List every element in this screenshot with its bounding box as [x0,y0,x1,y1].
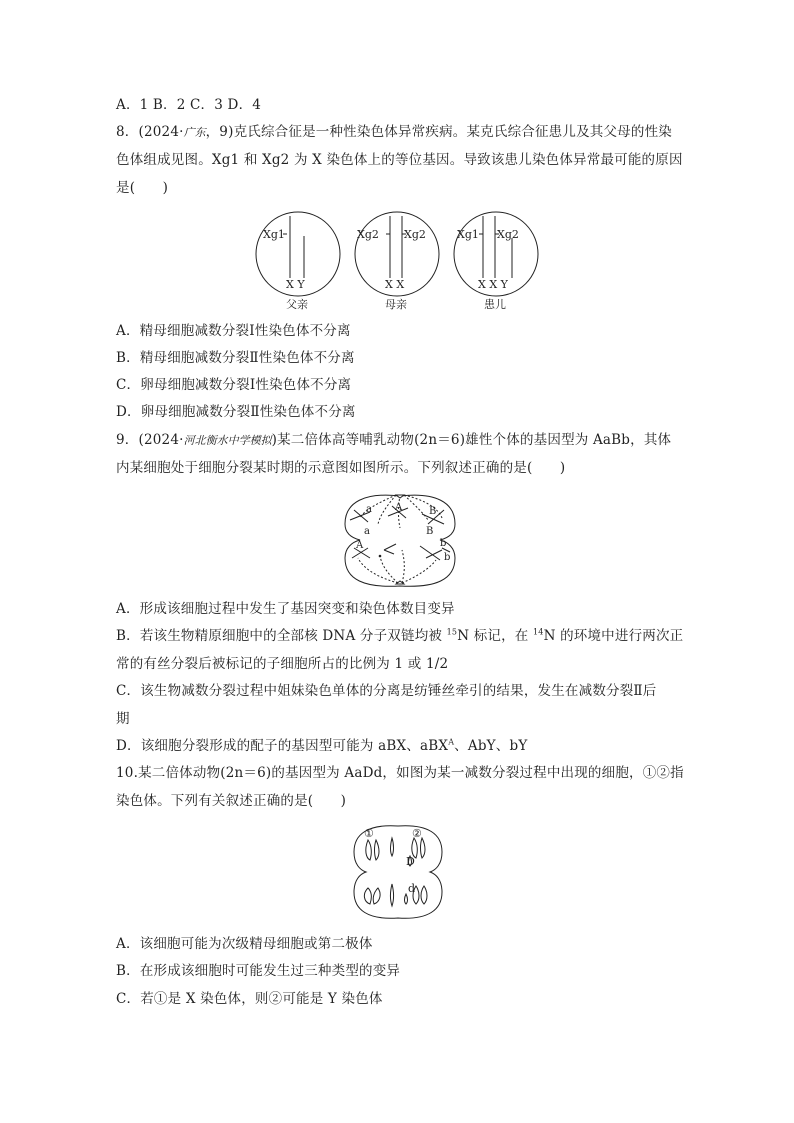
gene-label-a-1: a [366,504,372,515]
isotope-15-superscript: 15 [446,627,458,637]
q9-stem-text: )某二倍体高等哺乳动物(2n＝6)雄性个体的基因型为 AaBb，其体 [271,432,672,448]
q9-stem-line-2: 内某细胞处于细胞分裂某时期的示意图如图所示。下列叙述正确的是( ) [116,460,566,476]
chromosome-mark-2: ② [412,827,422,840]
q8-figure [250,208,560,316]
q8-option-d: D．卵母细胞减数分裂Ⅱ性染色体不分离 [116,404,356,420]
q9-option-a: A．形成该细胞过程中发生了基因突变和染色体数目变异 [116,601,455,617]
q9-option-d-text-2: 、AbY、bY [454,738,528,754]
q9-option-c-line-1: C．该生物减数分裂过程中姐妹染色单体的分离是纺锤丝牵引的结果，发生在减数分裂Ⅱ后 [116,683,657,699]
q9-number: 9．(2024· [116,432,184,448]
gene-label-D: D [406,855,415,868]
q8-source-tag: 广东 [183,126,206,139]
mother-gene-left: Xg2 [357,228,379,241]
child-chromosomes: X X Y [478,278,508,291]
mother-chromosomes: X X [385,278,405,291]
mother-label: 母亲 [385,298,407,311]
q8-option-a: A．精母细胞减数分裂Ⅰ性染色体不分离 [116,323,351,339]
gene-label-a-2: a [364,526,370,537]
q10-figure [350,822,446,922]
q9-option-b-text-1: B．若该生物精原细胞中的全部核 DNA 分子双链均被 [116,628,447,644]
gene-label-b-1: b [440,538,447,549]
q8-stem-line-2: 色体组成见图。Xg1 和 Xg2 为 X 染色体上的等位基因。导致该患儿染色体异常最可能的原因 [116,152,683,168]
q9-option-d-superscript: A [448,737,455,747]
q7-options: A．1 B．2 C．3 D．4 [116,97,262,113]
q9-option-b-text-3: N 的环境中进行两次正 [543,628,684,644]
q10-stem-line-1: 10.某二倍体动物(2n＝6)的基因型为 AaDd，如图为某一减数分裂过程中出现的细胞，①②指 [116,765,684,781]
q9-figure [340,488,460,592]
gene-label-d: d [408,882,416,895]
q8-stem-line-1 [116,123,672,142]
gene-label-A-1: A [395,502,403,513]
father-label: 父亲 [286,298,308,311]
q10-option-c: C．若①是 X 染色体，则②可能是 Y 染色体 [116,991,383,1007]
q9-option-b-line-1 [116,627,683,645]
q10-option-b: B．在形成该细胞时可能发生过三种类型的变异 [116,963,401,979]
q9-option-b-line-2: 常的有丝分裂后被标记的子细胞所占的比例为 1 或 1/2 [116,656,449,672]
q10-stem-line-2: 染色体。下列有关叙述正确的是( ) [116,793,347,809]
isotope-14-superscript: 14 [532,627,544,637]
q8-stem-text: ，9)克氏综合征是一种性染色体异常疾病。某克氏综合征患儿及其父母的性染 [205,124,672,140]
q9-option-c-line-2: 期 [116,711,130,727]
father-gene-label: Xg1 [263,228,285,241]
q9-option-d [116,737,527,755]
q9-option-d-text-1: D．该细胞分裂形成的配子的基因型可能为 aBX、aBX [116,738,449,754]
child-gene-right: Xg2 [497,228,519,241]
q10-option-a: A．该细胞可能为次级精母细胞或第二极体 [116,936,373,952]
child-label: 患儿 [484,298,506,311]
q9-stem-line-1 [116,431,671,450]
father-chromosomes: X Y [286,278,305,291]
child-gene-left: Xg1 [457,228,479,241]
q9-source-tag: 河北衡水中学模拟 [183,434,272,447]
gene-label-B-2: B [426,526,434,537]
q8-number: 8．(2024· [116,124,184,140]
gene-label-b-2: b [444,552,451,563]
gene-label-A-2: A [356,540,364,551]
q9-option-b-text-2: N 标记，在 [457,628,533,644]
mother-gene-right: Xg2 [404,228,426,241]
q8-option-c: C．卵母细胞减数分裂Ⅰ性染色体不分离 [116,377,352,393]
q8-option-b: B．精母细胞减数分裂Ⅱ性染色体不分离 [116,350,355,366]
chromosome-mark-1: ① [364,827,374,840]
gene-label-B-1: B [429,506,437,517]
q8-stem-line-3: 是( ) [116,180,169,196]
